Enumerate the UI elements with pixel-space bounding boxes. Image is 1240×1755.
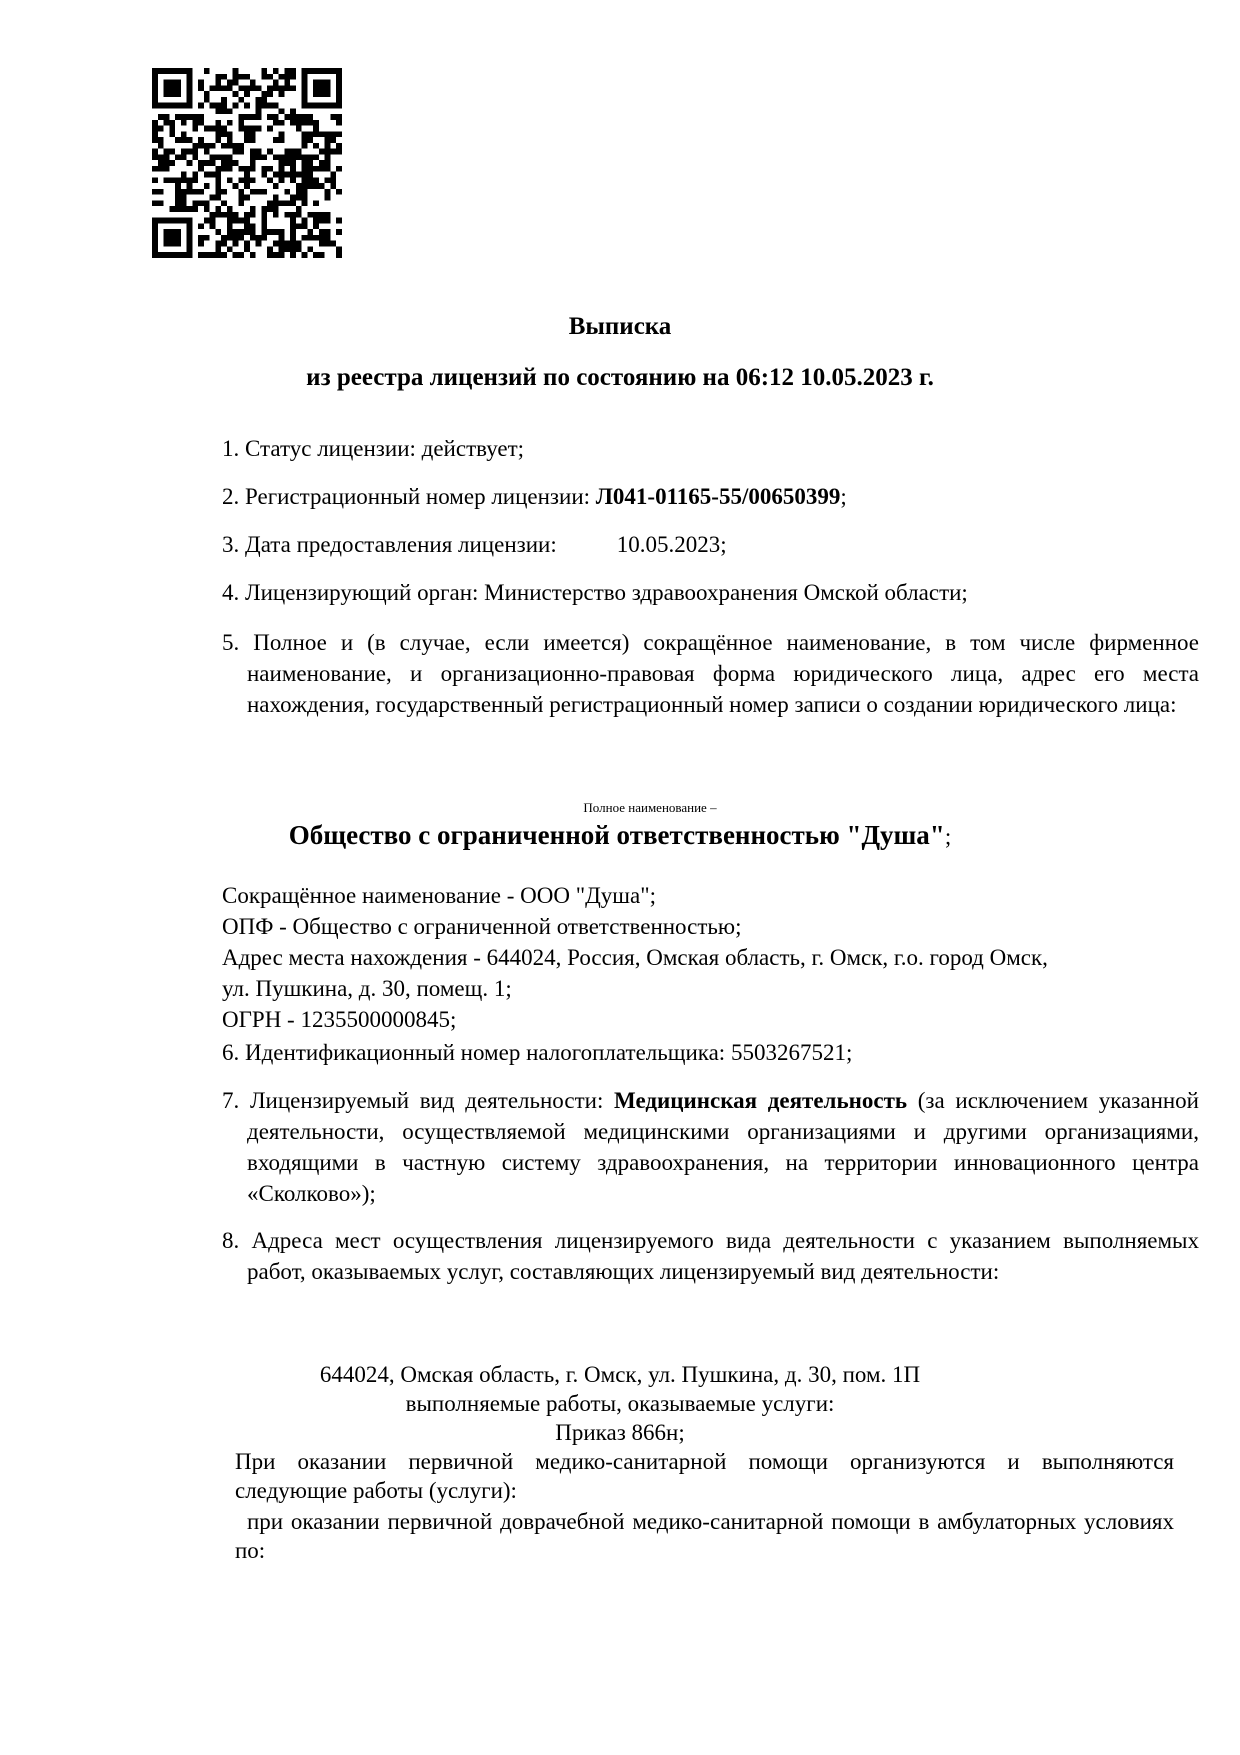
- full-name: [0, 820, 1240, 851]
- organization-details: [222, 880, 1048, 1035]
- item-reg-number: [222, 484, 847, 510]
- opf: ОПФ - Общество с ограниченной ответственностью;: [222, 914, 742, 939]
- address-line-2: ул. Пушкина, д. 30, помещ. 1;: [222, 976, 512, 1001]
- reg-number-value: Л041-01165-55/00650399: [595, 484, 841, 509]
- primary-care-paragraph: При оказании первичной медико-санитарной помощи организуются и выполняются следующие работы (услуги):: [235, 1449, 1174, 1503]
- full-name-suffix: ;: [944, 824, 952, 849]
- item-status: 1. Статус лицензии: действует;: [222, 436, 525, 461]
- document-title: Выписка: [568, 313, 672, 340]
- item-issue-date: [222, 532, 727, 558]
- activity-address: 644024, Омская область, г. Омск, ул. Пушкина, д. 30, пом. 1П: [319, 1362, 921, 1387]
- item-inn: 6. Идентификационный номер налогоплательщика: 5503267521;: [222, 1040, 853, 1065]
- reg-number-label: 2. Регистрационный номер лицензии:: [222, 484, 596, 509]
- activity-type-label: 7. Лицензируемый вид деятельности:: [222, 1088, 615, 1113]
- short-name: Сокращённое наименование - ООО "Душа";: [222, 883, 657, 908]
- order-number: Приказ 866н;: [555, 1420, 685, 1445]
- qr-code-icon: [152, 68, 342, 258]
- pre-doctor-care-paragraph: при оказании первичной доврачебной медико-санитарной помощи в амбулаторных условиях по:: [235, 1509, 1174, 1563]
- address-line-1: Адрес места нахождения - 644024, Россия, Омская область, г. Омск, г.о. город Омск,: [222, 945, 1048, 970]
- full-name-value: Общество с ограниченной ответственностью "Душа": [288, 820, 945, 850]
- issue-date-value: 10.05.2023;: [616, 532, 727, 557]
- activity-type-rest: (за исключением указанной деятельности, осуществляемой медицинскими организациями и другими организациями, входящими в частную систему здравоохранения, на территории инновационного центра «Сколково»);: [247, 1088, 1199, 1206]
- ogrn: ОГРН - 1235500000845;: [222, 1007, 457, 1032]
- activity-type-value: Медицинская деятельность: [614, 1088, 908, 1113]
- issue-date-label: 3. Дата предоставления лицензии:: [222, 532, 557, 557]
- works-label: выполняемые работы, оказываемые услуги:: [405, 1391, 835, 1416]
- item-licensing-authority: 4. Лицензирующий орган: Министерство здравоохранения Омской области;: [222, 580, 968, 605]
- item-activity-addresses: 8. Адреса мест осуществления лицензируемого вида деятельности с указанием выполняемых работ, оказываемых услуг, составляющих лицензируемый вид деятельности:: [222, 1228, 1199, 1284]
- full-name-label: Полное наименование –: [583, 800, 717, 815]
- document-subtitle: из реестра лицензий по состоянию на 06:12 10.05.2023 г.: [306, 364, 934, 391]
- item-activity-type: [222, 1085, 1199, 1209]
- item-legal-entity: 5. Полное и (в случае, если имеется) сокращённое наименование, в том числе фирменное наименование, и организационно-правовая форма юридического лица, адрес его места нахождения, государственный регистрационный номер записи о создании юридического лица:: [222, 630, 1199, 717]
- reg-number-suffix: ;: [840, 484, 847, 509]
